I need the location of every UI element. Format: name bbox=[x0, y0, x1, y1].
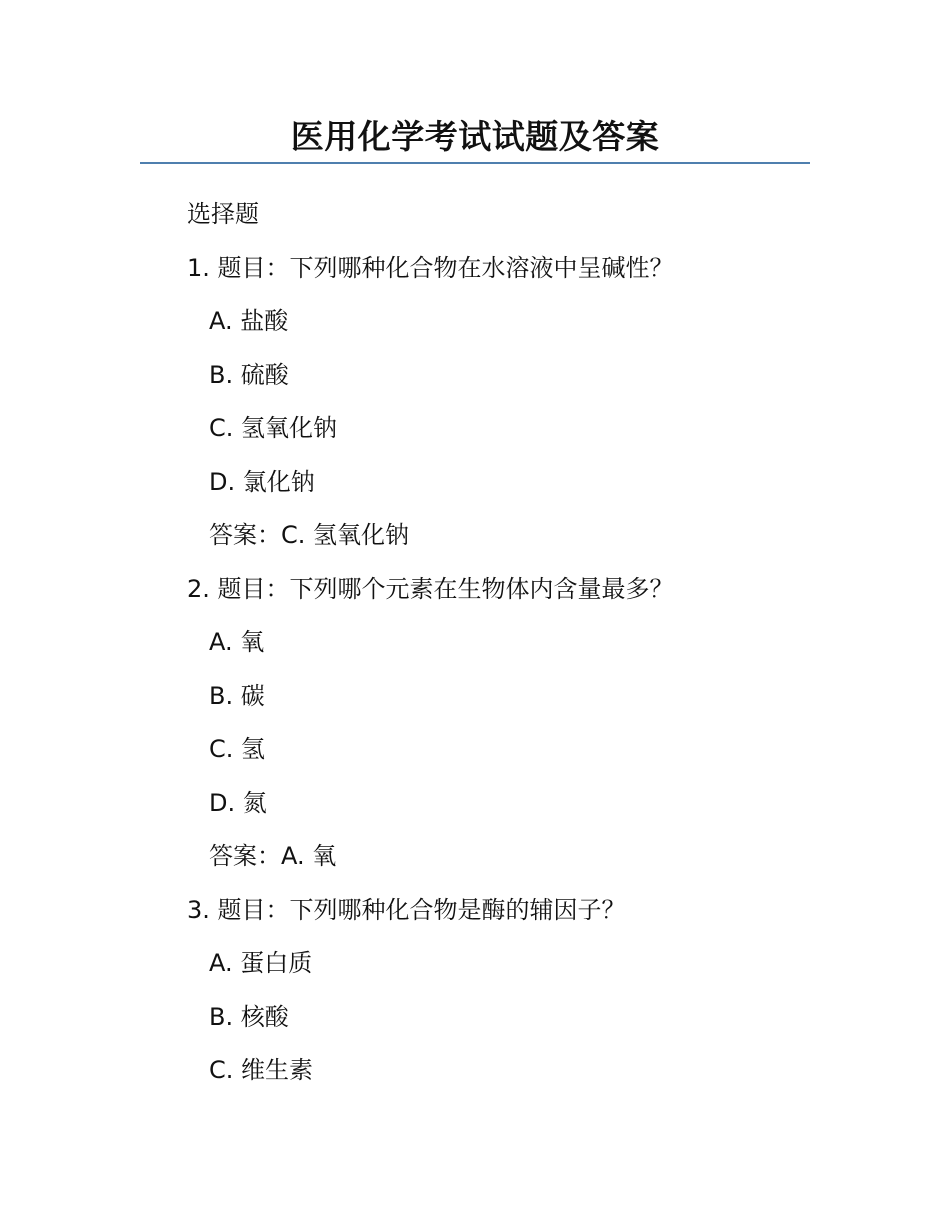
question-3-option-c: C. 维生素 bbox=[209, 1056, 314, 1084]
question-2-option-b: B. 碳 bbox=[209, 681, 265, 710]
document-body bbox=[187, 188, 827, 1098]
question-2-option-d: D. 氮 bbox=[209, 788, 267, 817]
question-2-answer: 答案：A. 氧 bbox=[209, 842, 337, 870]
question-2-option-a: A. 氧 bbox=[209, 628, 265, 656]
question-3-option-a: A. 蛋白质 bbox=[209, 949, 313, 977]
question-2-stem: 2. 题目：下列哪个元素在生物体内含量最多？ bbox=[187, 574, 674, 603]
question-1-option-b: B. 硫酸 bbox=[209, 360, 289, 389]
title-divider bbox=[140, 162, 810, 164]
question-1-stem: 1. 题目：下列哪种化合物在水溶液中呈碱性？ bbox=[187, 253, 674, 282]
question-1-option-a: A. 盐酸 bbox=[209, 307, 289, 335]
question-1-option-d: D. 氯化钠 bbox=[209, 467, 315, 496]
question-3-option-b: B. 核酸 bbox=[209, 1002, 289, 1031]
section-heading: 选择题 bbox=[187, 200, 259, 228]
question-1-option-c: C. 氢氧化钠 bbox=[209, 414, 338, 442]
page-title: 医用化学考试试题及答案 bbox=[290, 117, 660, 156]
question-2-option-c: C. 氢 bbox=[209, 735, 266, 763]
question-1-answer: 答案：C. 氢氧化钠 bbox=[209, 521, 410, 549]
question-3-stem: 3. 题目：下列哪种化合物是酶的辅因子？ bbox=[187, 895, 626, 924]
